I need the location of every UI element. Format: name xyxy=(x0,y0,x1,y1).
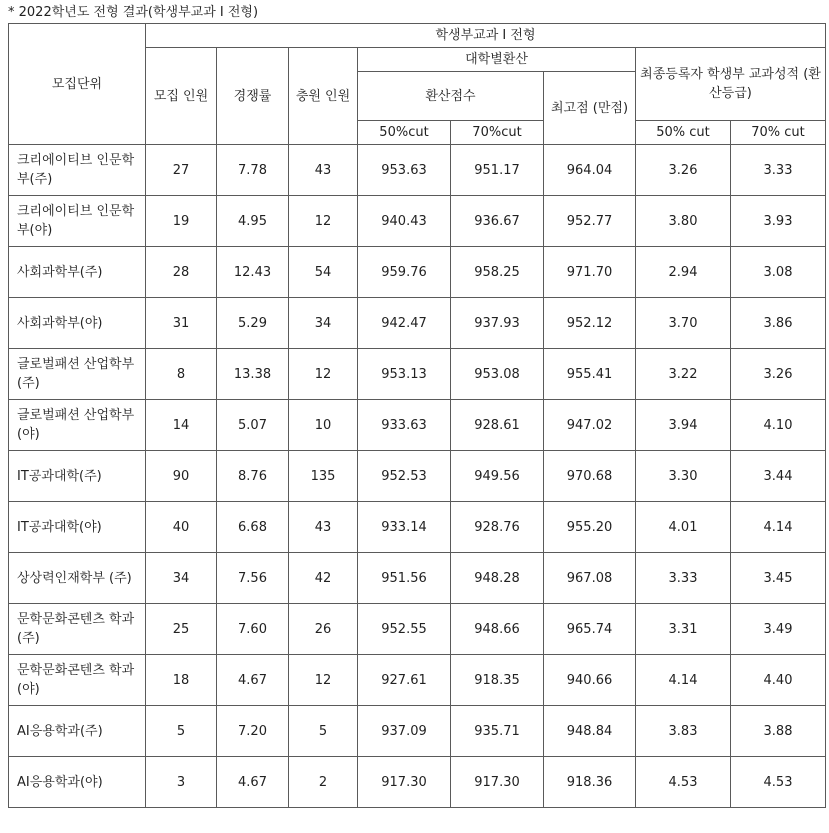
cell-unit: AI응용학과(주) xyxy=(9,706,146,757)
cell-unit: 사회과학부(주) xyxy=(9,247,146,298)
cell-quota: 31 xyxy=(146,298,217,349)
cell-grade70: 3.86 xyxy=(731,298,826,349)
cell-additional: 34 xyxy=(289,298,358,349)
table-row xyxy=(9,400,826,451)
cell-score70: 936.67 xyxy=(451,196,544,247)
cell-grade50: 4.14 xyxy=(636,655,731,706)
cell-unit: IT공과대학(주) xyxy=(9,451,146,502)
header-conversion-score: 환산점수 xyxy=(358,72,544,121)
cell-grade70: 4.53 xyxy=(731,757,826,808)
cell-competition: 7.78 xyxy=(217,145,289,196)
cell-max-score: 964.04 xyxy=(544,145,636,196)
cell-grade50: 4.53 xyxy=(636,757,731,808)
cell-score70: 937.93 xyxy=(451,298,544,349)
cell-score70: 958.25 xyxy=(451,247,544,298)
cell-grade50: 3.31 xyxy=(636,604,731,655)
cell-quota: 3 xyxy=(146,757,217,808)
table-row xyxy=(9,298,826,349)
cell-unit: 상상력인재학부 (주) xyxy=(9,553,146,604)
cell-score70: 949.56 xyxy=(451,451,544,502)
cell-additional: 54 xyxy=(289,247,358,298)
cell-max-score: 965.74 xyxy=(544,604,636,655)
table-row xyxy=(9,553,826,604)
cell-grade50: 3.83 xyxy=(636,706,731,757)
cell-competition: 7.60 xyxy=(217,604,289,655)
cell-quota: 90 xyxy=(146,451,217,502)
header-score-cut50: 50%cut xyxy=(358,121,451,145)
cell-unit: 글로벌패션 산업학부(야) xyxy=(9,400,146,451)
cell-max-score: 940.66 xyxy=(544,655,636,706)
header-grade-cut70: 70% cut xyxy=(731,121,826,145)
cell-grade70: 3.45 xyxy=(731,553,826,604)
table-row xyxy=(9,196,826,247)
cell-additional: 12 xyxy=(289,349,358,400)
cell-score50: 953.13 xyxy=(358,349,451,400)
cell-grade50: 4.01 xyxy=(636,502,731,553)
cell-max-score: 967.08 xyxy=(544,553,636,604)
cell-max-score: 955.41 xyxy=(544,349,636,400)
cell-additional: 2 xyxy=(289,757,358,808)
table-row xyxy=(9,706,826,757)
table-caption: * 2022학년도 전형 결과(학생부교과 I 전형) xyxy=(8,5,259,20)
cell-score70: 953.08 xyxy=(451,349,544,400)
cell-quota: 34 xyxy=(146,553,217,604)
cell-unit: 문학문화콘텐츠 학과(야) xyxy=(9,655,146,706)
header-conversion-group: 대학별환산 xyxy=(358,48,636,72)
cell-max-score: 971.70 xyxy=(544,247,636,298)
table-row xyxy=(9,502,826,553)
cell-competition: 6.68 xyxy=(217,502,289,553)
header-grade-cut50: 50% cut xyxy=(636,121,731,145)
cell-score70: 951.17 xyxy=(451,145,544,196)
table-row xyxy=(9,604,826,655)
cell-score50: 951.56 xyxy=(358,553,451,604)
cell-competition: 7.20 xyxy=(217,706,289,757)
cell-competition: 12.43 xyxy=(217,247,289,298)
cell-additional: 42 xyxy=(289,553,358,604)
table-row xyxy=(9,451,826,502)
cell-grade50: 3.30 xyxy=(636,451,731,502)
header-score-cut70: 70%cut xyxy=(451,121,544,145)
cell-grade70: 3.93 xyxy=(731,196,826,247)
cell-grade50: 3.70 xyxy=(636,298,731,349)
table-row xyxy=(9,145,826,196)
cell-grade50: 3.80 xyxy=(636,196,731,247)
table-row xyxy=(9,655,826,706)
cell-max-score: 918.36 xyxy=(544,757,636,808)
cell-grade70: 3.33 xyxy=(731,145,826,196)
cell-max-score: 948.84 xyxy=(544,706,636,757)
cell-quota: 40 xyxy=(146,502,217,553)
cell-score50: 933.63 xyxy=(358,400,451,451)
cell-score50: 917.30 xyxy=(358,757,451,808)
header-max-score: 최고점 (만점) xyxy=(544,72,636,145)
cell-unit: AI응용학과(야) xyxy=(9,757,146,808)
cell-quota: 27 xyxy=(146,145,217,196)
header-final-group: 최종등록자 학생부 교과성적 (환산등급) xyxy=(636,48,826,121)
cell-score50: 942.47 xyxy=(358,298,451,349)
cell-quota: 8 xyxy=(146,349,217,400)
cell-quota: 18 xyxy=(146,655,217,706)
cell-competition: 4.67 xyxy=(217,757,289,808)
cell-additional: 12 xyxy=(289,655,358,706)
cell-grade70: 3.08 xyxy=(731,247,826,298)
cell-grade50: 3.26 xyxy=(636,145,731,196)
cell-unit: 크리에이티브 인문학부(야) xyxy=(9,196,146,247)
cell-max-score: 952.12 xyxy=(544,298,636,349)
cell-max-score: 947.02 xyxy=(544,400,636,451)
cell-grade50: 3.94 xyxy=(636,400,731,451)
cell-grade50: 3.33 xyxy=(636,553,731,604)
cell-quota: 14 xyxy=(146,400,217,451)
cell-score50: 952.53 xyxy=(358,451,451,502)
cell-score70: 928.61 xyxy=(451,400,544,451)
cell-competition: 13.38 xyxy=(217,349,289,400)
cell-competition: 5.07 xyxy=(217,400,289,451)
cell-score70: 918.35 xyxy=(451,655,544,706)
cell-score50: 940.43 xyxy=(358,196,451,247)
header-competition: 경쟁률 xyxy=(217,48,289,145)
cell-score50: 952.55 xyxy=(358,604,451,655)
cell-quota: 28 xyxy=(146,247,217,298)
cell-max-score: 970.68 xyxy=(544,451,636,502)
cell-grade70: 3.88 xyxy=(731,706,826,757)
cell-competition: 8.76 xyxy=(217,451,289,502)
cell-additional: 26 xyxy=(289,604,358,655)
table-row xyxy=(9,757,826,808)
cell-score70: 928.76 xyxy=(451,502,544,553)
cell-additional: 12 xyxy=(289,196,358,247)
cell-additional: 135 xyxy=(289,451,358,502)
cell-additional: 10 xyxy=(289,400,358,451)
cell-grade50: 2.94 xyxy=(636,247,731,298)
header-track-group: 학생부교과 I 전형 xyxy=(146,24,826,48)
cell-additional: 43 xyxy=(289,502,358,553)
cell-grade70: 4.14 xyxy=(731,502,826,553)
header-additional: 충원 인원 xyxy=(289,48,358,145)
cell-unit: IT공과대학(야) xyxy=(9,502,146,553)
cell-unit: 크리에이티브 인문학부(주) xyxy=(9,145,146,196)
cell-grade50: 3.22 xyxy=(636,349,731,400)
cell-grade70: 3.49 xyxy=(731,604,826,655)
header-quota: 모집 인원 xyxy=(146,48,217,145)
table-row xyxy=(9,349,826,400)
header-unit: 모집단위 xyxy=(9,24,146,145)
cell-competition: 4.67 xyxy=(217,655,289,706)
cell-score50: 937.09 xyxy=(358,706,451,757)
cell-competition: 7.56 xyxy=(217,553,289,604)
table-row xyxy=(9,247,826,298)
cell-quota: 25 xyxy=(146,604,217,655)
cell-grade70: 4.10 xyxy=(731,400,826,451)
cell-score50: 959.76 xyxy=(358,247,451,298)
cell-max-score: 955.20 xyxy=(544,502,636,553)
cell-unit: 문학문화콘텐츠 학과(주) xyxy=(9,604,146,655)
cell-score70: 917.30 xyxy=(451,757,544,808)
cell-grade70: 3.44 xyxy=(731,451,826,502)
cell-unit: 글로벌패션 산업학부(주) xyxy=(9,349,146,400)
cell-additional: 5 xyxy=(289,706,358,757)
cell-quota: 5 xyxy=(146,706,217,757)
cell-score70: 935.71 xyxy=(451,706,544,757)
cell-competition: 5.29 xyxy=(217,298,289,349)
cell-unit: 사회과학부(야) xyxy=(9,298,146,349)
admission-results-table xyxy=(8,23,826,808)
cell-quota: 19 xyxy=(146,196,217,247)
cell-score70: 948.66 xyxy=(451,604,544,655)
cell-score50: 927.61 xyxy=(358,655,451,706)
cell-competition: 4.95 xyxy=(217,196,289,247)
cell-max-score: 952.77 xyxy=(544,196,636,247)
cell-score50: 953.63 xyxy=(358,145,451,196)
cell-score50: 933.14 xyxy=(358,502,451,553)
cell-additional: 43 xyxy=(289,145,358,196)
cell-grade70: 4.40 xyxy=(731,655,826,706)
cell-score70: 948.28 xyxy=(451,553,544,604)
cell-grade70: 3.26 xyxy=(731,349,826,400)
